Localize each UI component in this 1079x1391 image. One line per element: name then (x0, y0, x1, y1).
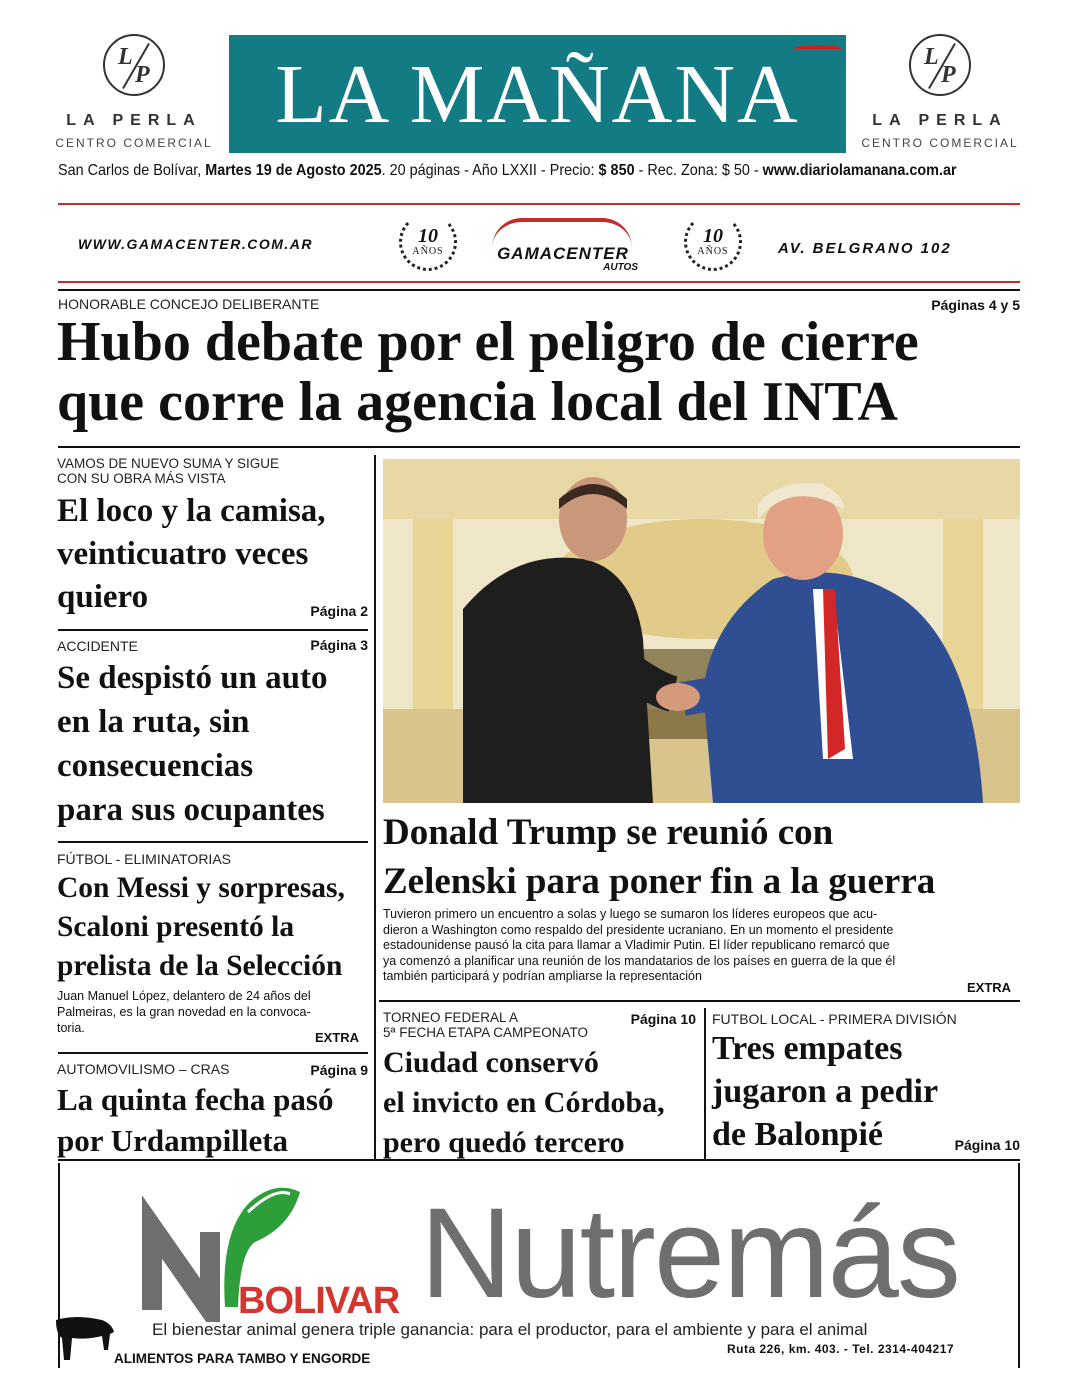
lead-page-ref[interactable]: Páginas 4 y 5 (931, 297, 1020, 313)
story-kicker (383, 1011, 588, 1041)
headline-line: Zelenski para poner fin a la guerra (383, 861, 936, 902)
story-page-ref[interactable]: Página 10 (954, 1137, 1020, 1153)
headline-line: por Urdampilleta (57, 1123, 289, 1158)
bottom-column-divider (704, 1008, 706, 1159)
story-page-ref[interactable]: Página 10 (630, 1011, 696, 1027)
headline-line: en la ruta, sin (57, 704, 250, 740)
body-line: toria. (57, 1021, 85, 1035)
body-line: Juan Manuel López, delantero de 24 años del (57, 989, 311, 1003)
body-line: Palmeiras, es la gran novedad en la convoca- (57, 1005, 311, 1019)
ad-contact: Ruta 226, km. 403. - Tel. 2314-404217 (727, 1342, 955, 1356)
anniversary-badge-left (393, 213, 463, 275)
kicker-line: CON SU OBRA MÁS VISTA (57, 470, 226, 486)
story-headline-ciudad[interactable] (383, 1043, 665, 1163)
body-line: también participará y podrían ampliarse la representación (383, 969, 702, 983)
body-line: dieron a Washington como respaldo del presidente ucraniano. En un momento el presidente (383, 922, 894, 937)
lead-headline-line: Hubo debate por el peligro de cierre (57, 311, 919, 373)
main-story-divider (379, 1000, 1020, 1002)
lead-headline[interactable] (57, 312, 919, 432)
dateline-date: Martes 19 de Agosto 2025 (205, 162, 382, 179)
kicker-line: VAMOS DE NUEVO SUMA Y SIGUE (57, 456, 280, 471)
la-perla-monogram-icon (103, 34, 165, 96)
la-perla-monogram-icon (909, 34, 971, 96)
story-divider (58, 841, 368, 843)
la-perla-logo-left (44, 34, 224, 164)
headline-line: Scaloni presentó la (57, 911, 295, 943)
la-perla-name: LA PERLA (66, 112, 202, 129)
badge-label: AÑOS (697, 246, 729, 257)
headline-line: Con Messi y sorpresas, (57, 872, 345, 904)
badge-number: 10 (703, 225, 723, 247)
ad-brand: Nutremás (420, 1182, 959, 1325)
handshake-photo-illustration (383, 459, 1020, 803)
monogram-p: P (941, 62, 956, 88)
headline-line: jugaron a pedir (712, 1073, 939, 1110)
story-page-ref[interactable]: Página 9 (310, 1062, 368, 1078)
masthead-title: LA MAÑANA (275, 48, 800, 141)
la-perla-name: LA PERLA (872, 112, 1008, 129)
monogram-l: L (118, 44, 133, 70)
gamacenter-address: AV. BELGRANO 102 (778, 240, 952, 257)
lead-headline-line: que corre la agencia local del INTA (57, 371, 898, 433)
la-perla-subtitle: CENTRO COMERCIAL (861, 136, 1019, 150)
story-headline-accidente[interactable] (57, 656, 328, 832)
body-line: Tuvieron primero un encuentro a solas y luego se sumaron los líderes europeos que acu- (383, 907, 878, 921)
lead-bottom-rule (58, 446, 1020, 448)
headline-line: consecuencias (57, 748, 254, 784)
badge-number: 10 (418, 225, 438, 247)
story-divider (58, 629, 368, 631)
story-page-ref[interactable]: Página 2 (310, 603, 368, 619)
main-story-body (383, 907, 1021, 985)
headline-line: pero quedó tercero (383, 1126, 625, 1159)
kicker-line: TORNEO FEDERAL A (383, 1010, 519, 1025)
story-page-ref[interactable]: Página 3 (310, 637, 368, 653)
dateline-website[interactable]: www.diariolamanana.com.ar (762, 162, 957, 179)
headline-line: Ciudad conservó (383, 1046, 599, 1079)
main-story-extra[interactable]: EXTRA (967, 980, 1012, 995)
cow-icon (56, 1310, 114, 1366)
badge-label: AÑOS (412, 246, 444, 257)
dateline (58, 162, 957, 180)
la-perla-logo-right (850, 34, 1030, 164)
headline-line: prelista de la Selección (57, 950, 343, 982)
header-divider (58, 203, 1020, 205)
story-headline-empates[interactable] (712, 1027, 938, 1156)
story-body-messi (57, 988, 369, 1036)
headline-line: quiero (57, 579, 149, 615)
ad-footer: ALIMENTOS PARA TAMBO Y ENGORDE (114, 1351, 371, 1366)
gamacenter-autos: AUTOS (603, 262, 638, 273)
headline-line: La quinta fecha pasó (57, 1082, 334, 1117)
monogram-l: L (924, 44, 939, 70)
dateline-zone: - Rec. Zona: $ 50 - (634, 162, 763, 179)
ad-tagline: El bienestar animal genera triple ganancia: para el productor, para el ambiente y para el animal (152, 1320, 868, 1339)
headline-line: Tres empates (712, 1030, 903, 1067)
story-divider (58, 1052, 368, 1054)
la-perla-subtitle: CENTRO COMERCIAL (55, 136, 213, 150)
story-kicker: FUTBOL LOCAL - PRIMERA DIVISIÓN (712, 1011, 957, 1027)
gamacenter-brand: GAMACENTER (497, 244, 629, 263)
headline-line: para sus ocupantes (57, 792, 325, 828)
headline-line: de Balonpié (712, 1116, 883, 1153)
trump-zelenski-photo[interactable] (383, 459, 1020, 803)
masthead (229, 35, 846, 153)
kicker-line: 5ª FECHA ETAPA CAMPEONATO (383, 1024, 589, 1040)
dateline-place: San Carlos de Bolívar, (58, 162, 206, 179)
headline-line: Se despistó un auto (57, 660, 328, 696)
monogram-p: P (135, 62, 150, 88)
headline-line: veinticuatro veces (57, 536, 309, 572)
body-line: ya comenzó a planificar una reunión de los mandatarios de los países en guerra de la que él (383, 953, 896, 968)
ad-bolivar: BOLIVAR (238, 1280, 400, 1322)
story-extra-label[interactable]: EXTRA (315, 1030, 360, 1045)
anniversary-badge-right (678, 213, 748, 275)
story-kicker: ACCIDENTE (57, 638, 138, 654)
story-headline-automovilismo[interactable] (57, 1079, 333, 1161)
story-kicker (57, 457, 279, 487)
story-headline-loco[interactable] (57, 490, 326, 619)
lead-kicker: HONORABLE CONCEJO DELIBERANTE (58, 296, 320, 312)
gamacenter-url[interactable]: WWW.GAMACENTER.COM.AR (78, 236, 313, 252)
column-divider (374, 455, 376, 1159)
gamacenter-logo (478, 216, 648, 276)
body-line: estadounidense pausó la cita para llamar a Vladimir Putin. El líder republicano remarcó que (383, 938, 890, 952)
story-headline-messi[interactable] (57, 869, 345, 986)
main-headline[interactable] (383, 808, 935, 906)
headline-line: El loco y la camisa, (57, 493, 326, 529)
ad-top-rule (58, 1159, 1020, 1161)
tilde-accent (794, 45, 842, 53)
banner-divider (58, 281, 1020, 283)
headline-line: Donald Trump se reunió con (383, 812, 834, 853)
dateline-price: $ 850 (598, 162, 635, 179)
headline-line: el invicto en Córdoba, (383, 1086, 665, 1119)
lead-top-rule (58, 289, 1020, 291)
story-kicker: AUTOMOVILISMO – CRAS (57, 1061, 230, 1077)
dateline-details: . 20 páginas - Año LXXII - Precio: (381, 162, 599, 179)
story-kicker: FÚTBOL - ELIMINATORIAS (57, 851, 231, 867)
